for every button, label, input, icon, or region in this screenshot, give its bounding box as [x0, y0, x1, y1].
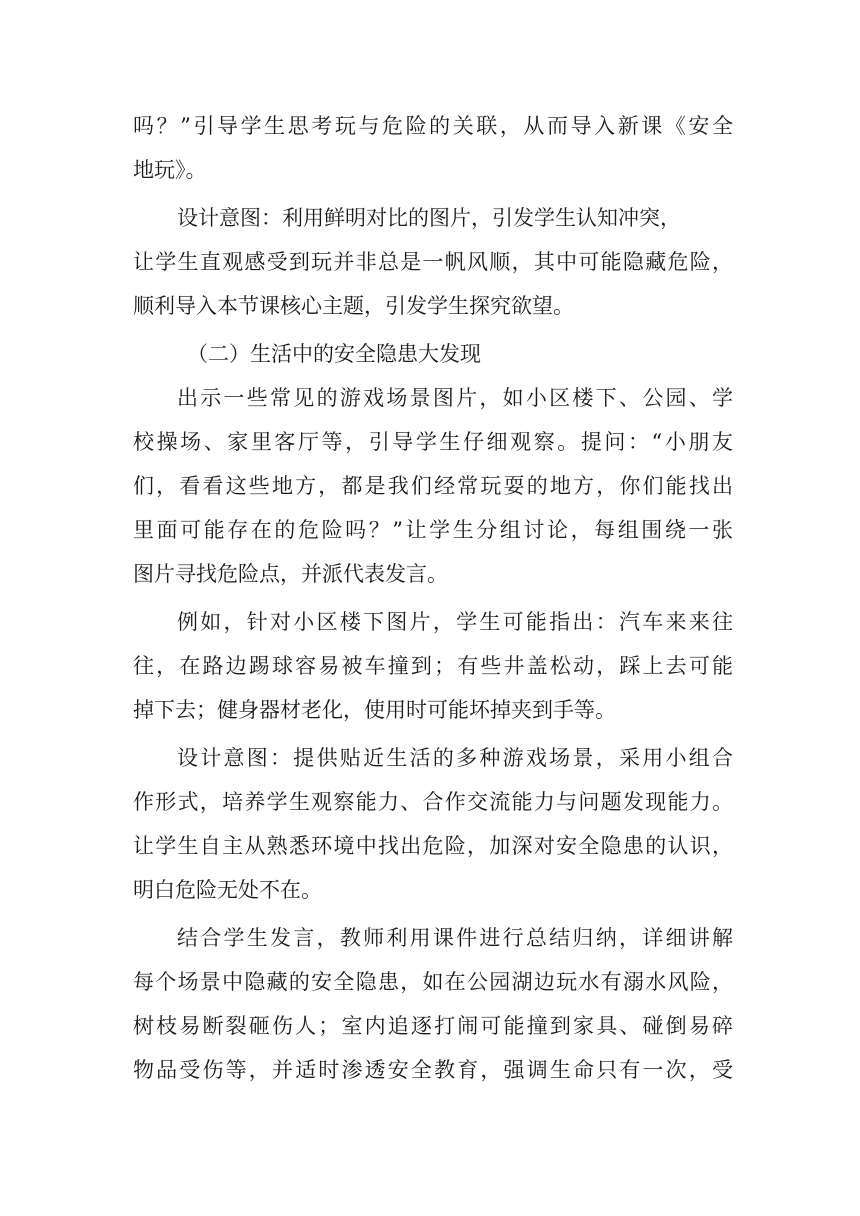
text-line: 往，在路边踢球容易被车撞到；有些井盖松动，踩上去可能 — [133, 654, 733, 678]
text-line: 结合学生发言，教师利用课件进行总结归纳，详细讲解 — [177, 926, 733, 950]
section-heading — [133, 332, 733, 376]
text-line: 作形式，培养学生观察能力、合作交流能力与问题发现能力。 — [133, 790, 733, 814]
text-line: 图片寻找危险点，并派代表发言。 — [133, 562, 448, 586]
text-line: 掉下去；健身器材老化，使用时可能坏掉夹到手等。 — [133, 698, 616, 722]
text-line: 校操场、家里客厅等，引导学生仔细观察。提问：“小朋友 — [133, 430, 733, 454]
heading-text: （二）生活中的安全隐患大发现 — [187, 342, 481, 366]
paragraph-intro-end — [133, 104, 733, 192]
paragraph-activity — [133, 376, 733, 596]
text-line: 让学生自主从熟悉环境中找出危险，加深对安全隐患的认识， — [133, 834, 733, 858]
text-line: 例如，针对小区楼下图片，学生可能指出：汽车来来往 — [177, 610, 733, 634]
text-line: 顺利导入本节课核心主题，引发学生探究欲望。 — [133, 294, 574, 318]
text-line: 吗？”引导学生思考玩与危险的关联，从而导入新课《安全 — [133, 114, 733, 138]
text-line: 每个场景中隐藏的安全隐患，如在公园湖边玩水有溺水风险， — [133, 970, 733, 994]
document-body — [133, 104, 733, 1092]
text-line: 树枝易断裂砸伤人；室内追逐打闹可能撞到家具、碰倒易碎 — [133, 1014, 733, 1038]
paragraph-summary — [133, 916, 733, 1092]
text-line: 让学生直观感受到玩并非总是一帆风顺，其中可能隐藏危险， — [133, 250, 733, 274]
text-line: 地玩》。 — [133, 158, 207, 182]
text-line: 设计意图：利用鲜明对比的图片，引发学生认知冲突， — [177, 206, 681, 230]
text-line: 物品受伤等，并适时渗透安全教育，强调生命只有一次，受 — [133, 1058, 733, 1082]
paragraph-design-intent-1 — [133, 196, 733, 328]
text-line: 们，看看这些地方，都是我们经常玩耍的地方，你们能找出 — [133, 474, 733, 498]
text-line: 设计意图：提供贴近生活的多种游戏场景，采用小组合 — [177, 746, 733, 770]
paragraph-design-intent-2 — [133, 736, 733, 912]
text-line: 出示一些常见的游戏场景图片，如小区楼下、公园、学 — [177, 386, 733, 410]
text-line: 里面可能存在的危险吗？”让学生分组讨论，每组围绕一张 — [133, 518, 733, 542]
text-line: 明白危险无处不在。 — [133, 878, 322, 902]
paragraph-example — [133, 600, 733, 732]
